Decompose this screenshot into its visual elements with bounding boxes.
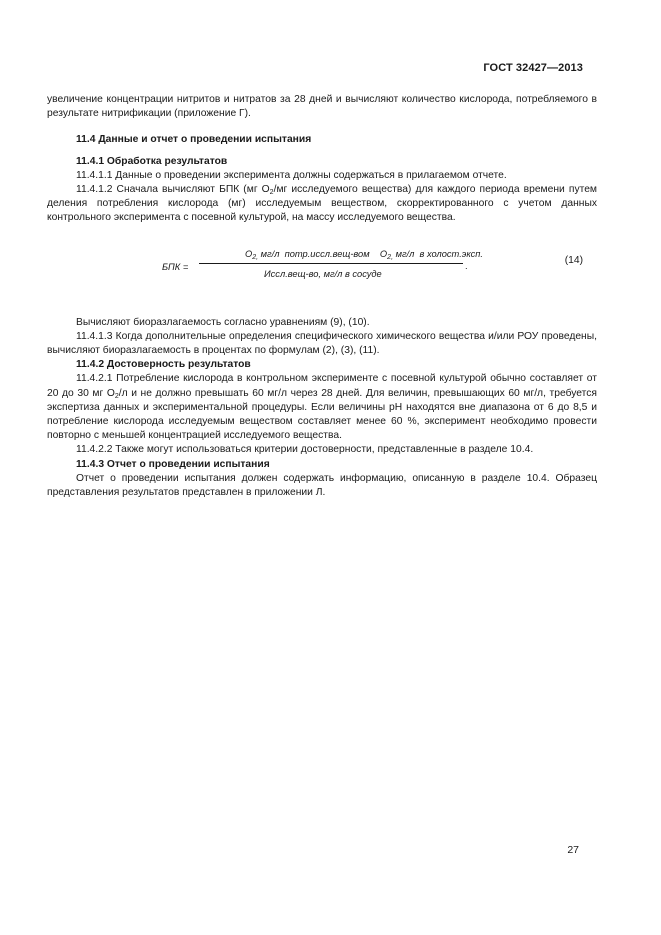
paragraph-11-4-1-3: 11.4.1.3 Когда дополнительные определения специфического химического вещества и/или РОУ проведены, вычисляют биоразлагаемость в процентах по формулам (2), (3), (11). [47,330,597,357]
paragraph-biodegradability: Вычисляют биоразлагаемость согласно уравнениям (9), (10). [76,316,370,328]
section-heading-11-4-2: 11.4.2 Достоверность результатов [76,359,251,371]
paragraph-11-4-2-2: 11.4.2.2 Также могут использоваться критерии достоверности, представленные в разделе 10.4. [76,444,534,456]
paragraph-11-4-1-1: 11.4.1.1 Данные о проведении эксперимента должны содержаться в прилагаемом отчете. [76,169,507,181]
formula-end-dot: . [465,260,468,271]
paragraph-11-4-3: Отчет о проведении испытания должен содержать информацию, описанную в разделе 10.4. Образец представления результатов представлен в приложении Л. [47,472,597,499]
page-body [47,93,597,500]
equation-number: (14) [564,254,583,266]
paragraph-11-4-1-2: 11.4.1.2 Сначала вычисляют БПК (мг $O_2/мг$ исследуемого вещества) для каждого периода времени путем деления потребления кислорода (мг) исследуемым веществом, скорректированного с учетом данных контрольного эксперимента с посевной культурой, на массу исследуемого вещества. [47,184,597,224]
paragraph-continuation: увеличение концентрации нитритов и нитратов за 28 дней и вычисляют количество кислорода, потребляемого в результате нитрификации (приложение Г). [47,94,597,120]
section-heading-11-4: 11.4 Данные и отчет о проведении испытания [76,134,312,146]
formula-14 [47,236,597,314]
formula-numerator: $O_{2,}$ мг/л потр.иссл.вещ-вом $O_{2,}$ мг/л в холост.эксп. [245,248,483,261]
fraction-bar [199,263,463,264]
formula-denominator: Иссл.вещ-во, мг/л в сосуде [264,268,382,279]
page-number: 27 [567,844,579,856]
section-heading-11-4-1: 11.4.1 Обработка результатов [76,155,228,167]
section-heading-11-4-3: 11.4.3 Отчет о проведении испытания [76,458,270,470]
formula-label: БПК = [162,261,189,272]
document-header: ГОСТ 32427—2013 [483,62,583,74]
paragraph-11-4-2-1: 11.4.2.1 Потребление кислорода в контрольном эксперименте с посевной культурой обычно составляет от 20 до 30 мг $O_2/л$ и не должно превышать 60 мг/л через 28 дней. Для величин, превышающих 60 мг/л, требуется экспертиза данных и экспериментальной процедуры. Если величины pH находятся вне диапазона от 6 до 8,5 и потребление кислорода исследуемым веществом составляет менее 60 %, эксперимент необходимо провести повторно с меньшей концентрацией исследуемого вещества. [47,373,597,442]
